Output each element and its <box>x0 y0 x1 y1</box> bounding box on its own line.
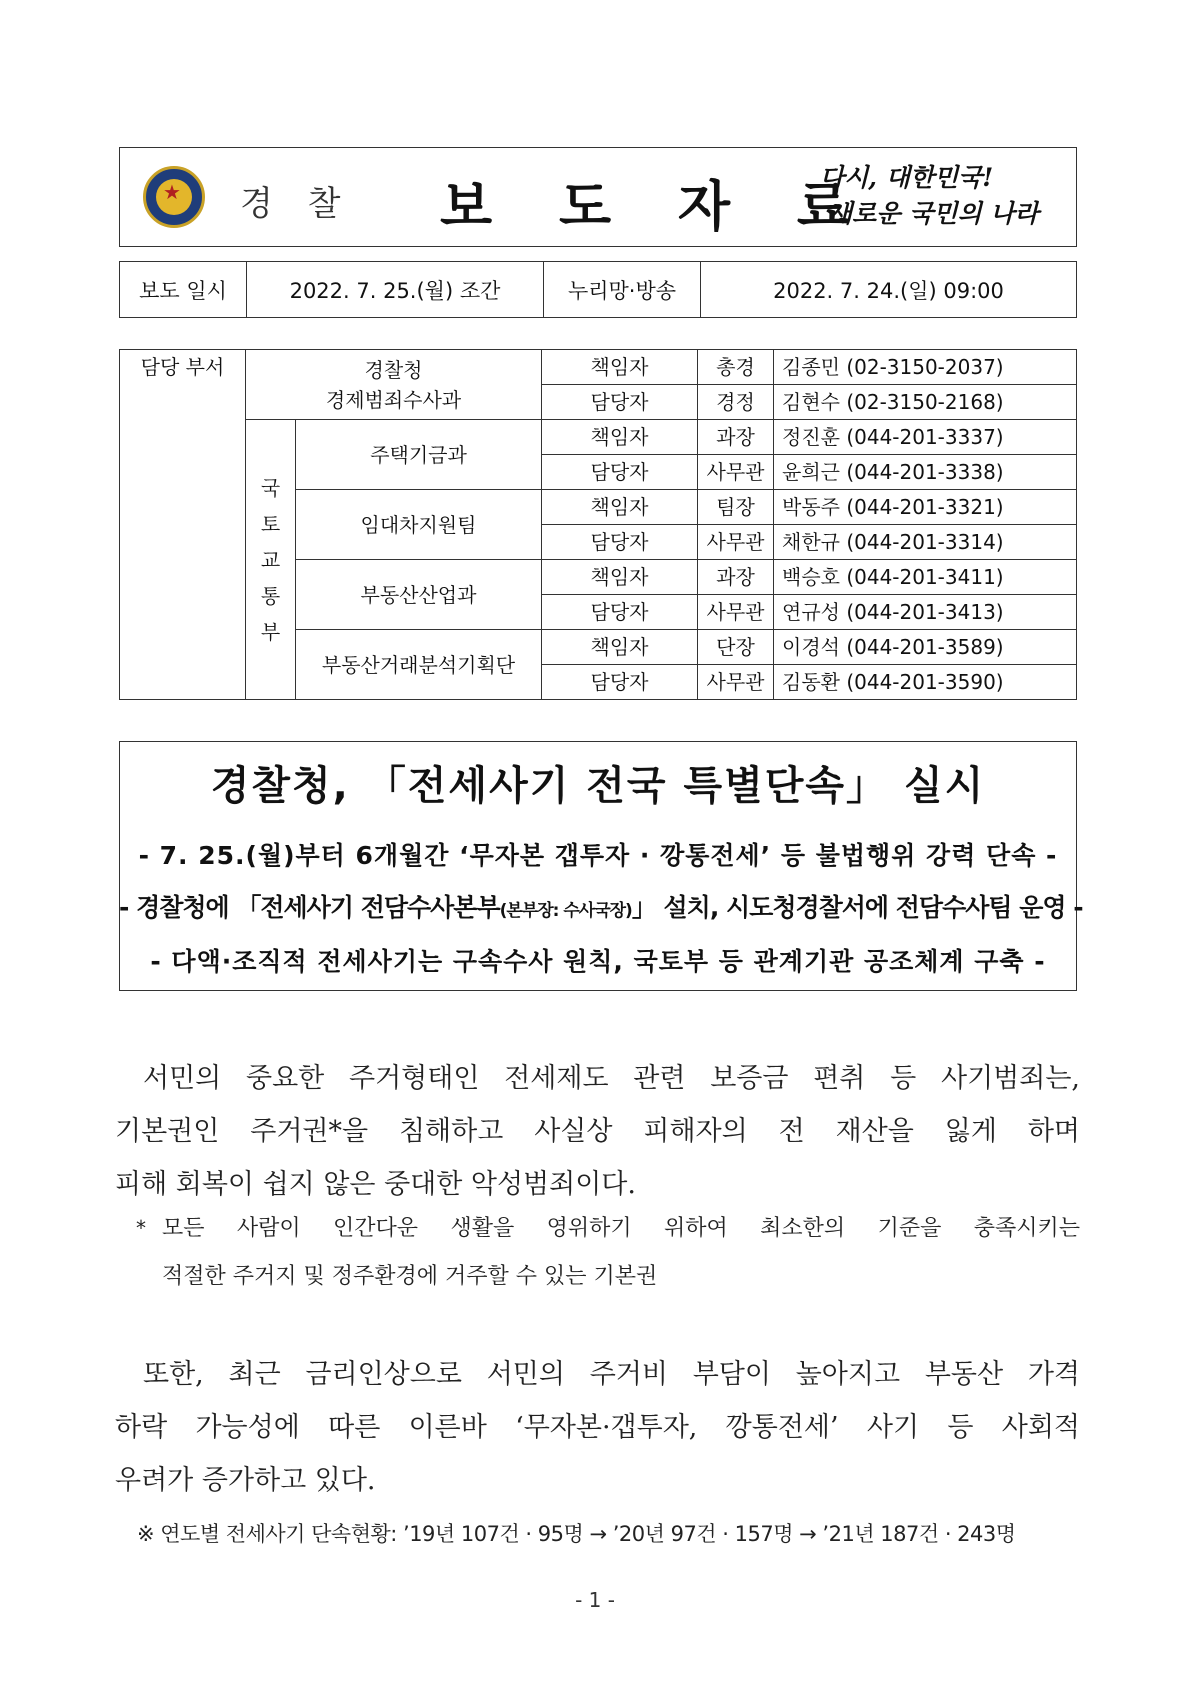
police-dept <box>246 350 542 420</box>
doc-title: 보 도 자 료 <box>440 174 874 238</box>
dept-table <box>119 349 1077 700</box>
police-dept-division: 경제범죄수사과 <box>325 387 462 412</box>
rank-cell: 사무관 <box>698 665 774 700</box>
contact-cell: 정진훈 (044-201-3337) <box>774 420 1077 455</box>
contact-cell: 채한규 (044-201-3314) <box>774 525 1077 560</box>
release-label: 보도 일시 <box>120 262 247 318</box>
molit-char: 교 <box>260 547 281 572</box>
broadcast-label: 누리망·방송 <box>544 262 701 318</box>
rank-cell: 사무관 <box>698 525 774 560</box>
unit-name: 부동산산업과 <box>296 560 542 630</box>
footnote-line-2: 적절한 주거지 및 정주환경에 거주할 수 있는 기본권 <box>162 1264 658 1289</box>
rank-cell: 과장 <box>698 560 774 595</box>
role-cell: 담당자 <box>542 665 698 700</box>
role-cell: 담당자 <box>542 595 698 630</box>
footnote-line-1: 모든 사람이 인간다운 생활을 영위하기 위하여 최소한의 기준을 충족시키는 <box>162 1216 1080 1241</box>
slogan-line-1: 다시, 대한민국! <box>820 163 994 192</box>
molit-char: 통 <box>260 583 281 608</box>
dept-label: 담당 부서 <box>120 350 246 700</box>
role-cell: 책임자 <box>542 350 698 385</box>
role-cell: 책임자 <box>542 560 698 595</box>
subheadline-1: - 7. 25.(월)부터 6개월간 ‘무자본 갭투자 · 깡통전세’ 등 불법행위 강력 단속 - <box>138 841 1058 870</box>
contact-cell: 백승호 (044-201-3411) <box>774 560 1077 595</box>
contact-cell: 김종민 (02-3150-2037) <box>774 350 1077 385</box>
police-dept-name: 경찰청 <box>364 357 423 382</box>
role-cell: 담당자 <box>542 385 698 420</box>
molit-label <box>246 420 296 700</box>
org-name: 경 찰 <box>240 184 353 224</box>
paragraph-2-line-2: 하락 가능성에 따른 이른바 ‘무자본·갭투자, 깡통전세’ 사기 등 사회적 <box>115 1412 1080 1443</box>
contact-cell: 김현수 (02-3150-2168) <box>774 385 1077 420</box>
page-number: - 1 - <box>575 1588 615 1612</box>
paragraph-1-line-1: 서민의 중요한 주거형태인 전세제도 관련 보증금 편취 등 사기범죄는, <box>143 1063 1080 1094</box>
contact-cell: 박동주 (044-201-3321) <box>774 490 1077 525</box>
subheadline-2-part-a: - 경찰청에 「전세사기 전담수사본부 <box>119 893 500 922</box>
paragraph-2 <box>115 1348 1080 1507</box>
paragraph-1 <box>115 1052 1080 1211</box>
rank-cell: 팀장 <box>698 490 774 525</box>
contact-cell: 윤희근 (044-201-3338) <box>774 455 1077 490</box>
paragraph-1-line-3: 피해 회복이 쉽지 않은 중대한 악성범죄이다. <box>115 1169 636 1200</box>
rank-cell: 사무관 <box>698 455 774 490</box>
unit-name: 주택기금과 <box>296 420 542 490</box>
molit-char: 토 <box>260 511 281 536</box>
role-cell: 책임자 <box>542 630 698 665</box>
role-cell: 담당자 <box>542 525 698 560</box>
subheadline-2-small: (본부장: 수사국장) <box>499 901 632 921</box>
release-date: 2022. 7. 25.(월) 조간 <box>247 262 544 318</box>
slogan-line-2: 새로운 국민의 나라 <box>828 199 1039 228</box>
emblem-star-icon: ★ <box>163 180 181 204</box>
subheadline-2 <box>119 888 1083 924</box>
rank-cell: 총경 <box>698 350 774 385</box>
role-cell: 담당자 <box>542 455 698 490</box>
headline-title: 경찰청, 「전세사기 전국 특별단속」 실시 <box>210 763 986 809</box>
unit-name: 부동산거래분석기획단 <box>296 630 542 700</box>
rank-cell: 경정 <box>698 385 774 420</box>
footnote-mark: * <box>136 1216 146 1240</box>
paragraph-1-line-2: 기본권인 주거권*을 침해하고 사실상 피해자의 전 재산을 잃게 하며 <box>115 1116 1080 1147</box>
role-cell: 책임자 <box>542 490 698 525</box>
release-info-table <box>119 261 1077 318</box>
unit-name: 임대차지원팀 <box>296 490 542 560</box>
molit-char: 부 <box>260 619 281 644</box>
police-emblem-icon <box>143 166 205 228</box>
contact-cell: 연규성 (044-201-3413) <box>774 595 1077 630</box>
paragraph-2-line-1: 또한, 최근 금리인상으로 서민의 주거비 부담이 높아지고 부동산 가격 <box>143 1359 1080 1390</box>
molit-char: 국 <box>260 475 281 500</box>
contact-cell: 김동환 (044-201-3590) <box>774 665 1077 700</box>
statistics-note: ※ 연도별 전세사기 단속현황: ’19년 107건 · 95명 → ’20년 97건 · 157명 → ’21년 187건 · 243명 <box>137 1522 1016 1546</box>
contact-cell: 이경석 (044-201-3589) <box>774 630 1077 665</box>
role-cell: 책임자 <box>542 420 698 455</box>
rank-cell: 단장 <box>698 630 774 665</box>
rank-cell: 과장 <box>698 420 774 455</box>
subheadline-3: - 다액·조직적 전세사기는 구속수사 원칙, 국토부 등 관계기관 공조체계 구축 - <box>150 947 1046 976</box>
subheadline-2-part-b: 」 설치, 시도청경찰서에 전담수사팀 운영 - <box>631 893 1083 922</box>
slogan <box>820 160 1040 232</box>
rank-cell: 사무관 <box>698 595 774 630</box>
broadcast-date: 2022. 7. 24.(일) 09:00 <box>701 262 1077 318</box>
paragraph-2-line-3: 우려가 증가하고 있다. <box>115 1465 376 1496</box>
